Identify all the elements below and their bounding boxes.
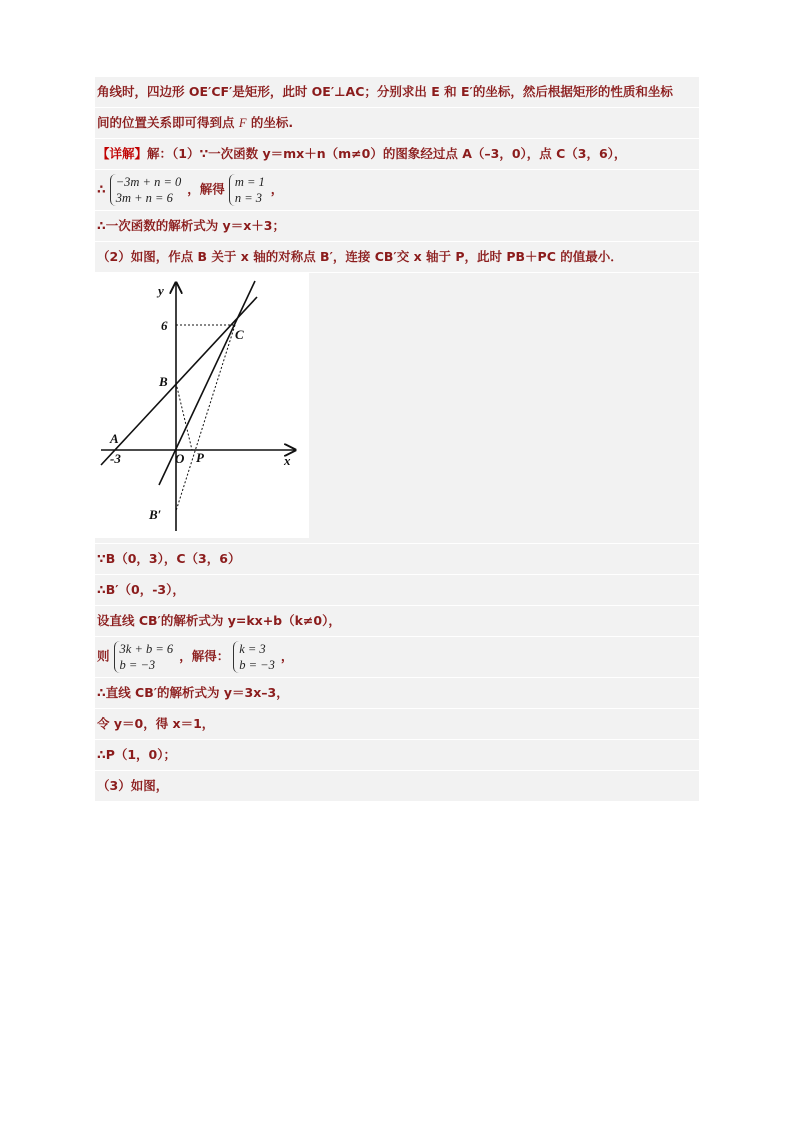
line-11-text: ∴直线 CB′的解析式为 y＝3x–3， — [97, 685, 289, 700]
text-line-9 — [95, 606, 699, 637]
line-ac — [101, 297, 257, 465]
solution-content — [95, 77, 699, 802]
line-14-text: （3）如图， — [97, 778, 169, 793]
equation-system-2 — [114, 641, 176, 673]
text-line-12 — [95, 709, 699, 740]
comma: ， — [270, 181, 284, 197]
solution-1b: n = 3 — [234, 191, 262, 205]
solution-system-2 — [233, 641, 277, 673]
detail-tag: 【详解】 — [97, 146, 148, 161]
line-1-text: 角线时，四边形 OE′CF′是矩形，此时 OE′⊥AC；分别求出 E 和 E′的坐标，然后根据矩形的性质和坐标 — [97, 84, 673, 99]
equation-1a: −3m + n = 0 — [115, 175, 182, 189]
label-six: 6 — [161, 318, 168, 333]
equation-1b: 3m + n = 6 — [115, 191, 173, 205]
then-text: 则 — [97, 648, 110, 664]
text-line-14 — [95, 771, 699, 802]
label-x: x — [284, 453, 291, 468]
line-12-text: 令 y＝0，得 x＝1， — [97, 716, 215, 731]
equation-system-1 — [110, 174, 184, 206]
solution-2a: k = 3 — [239, 642, 266, 656]
line-8-text: ∴B′（0，-3）， — [97, 582, 185, 597]
point-f-symbol: F — [238, 116, 247, 130]
text-line-3 — [95, 139, 699, 170]
text-line-6 — [95, 242, 699, 273]
dashed-b-to-p — [176, 383, 192, 450]
line-9-text: 设直线 CB′的解析式为 y=kx+b（k≠0）， — [97, 613, 341, 628]
solve-text-2: ，解得： — [179, 648, 230, 664]
text-line-4 — [95, 170, 699, 211]
line-6-text: （2）如图，作点 B 关于 x 轴的对称点 B′，连接 CB′交 x 轴于 P，此时 PB＋PC 的值最小． — [97, 249, 623, 264]
solution-1a: m = 1 — [234, 175, 265, 189]
equation-2a: 3k + b = 6 — [119, 642, 174, 656]
label-c: C — [235, 327, 244, 342]
figure-row — [95, 273, 699, 544]
comma-2: ， — [280, 648, 294, 664]
text-line-11 — [95, 678, 699, 709]
label-a: A — [110, 431, 119, 446]
text-line-5 — [95, 211, 699, 242]
label-p: P — [196, 450, 204, 465]
coordinate-graph — [95, 273, 309, 538]
line-cbprime — [159, 281, 255, 485]
label-bprime: B′ — [149, 507, 162, 522]
text-line-2 — [95, 108, 699, 139]
text-line-8 — [95, 575, 699, 606]
text-line-13 — [95, 740, 699, 771]
therefore-symbol: ∴ — [97, 181, 106, 197]
label-y: y — [158, 283, 164, 298]
text-line-10 — [95, 637, 699, 678]
label-o: O — [175, 451, 185, 466]
line-2-text-a: 间的位置关系即可得到点 — [97, 115, 239, 130]
label-b: B — [159, 374, 168, 389]
line-2-text-b: 的坐标. — [246, 115, 294, 130]
equation-2b: b = −3 — [119, 658, 156, 672]
line-3-text: 解：（1）∵一次函数 y＝mx＋n（m≠0）的图象经过点 A（–3，0），点 C（3，6）， — [147, 146, 627, 161]
solution-system-1 — [229, 174, 267, 206]
solution-2b: b = −3 — [239, 658, 275, 672]
text-line-7 — [95, 544, 699, 575]
line-5-text: ∴一次函数的解析式为 y＝x＋3； — [97, 218, 285, 233]
line-7-text: ∵B（0，3），C（3，6） — [97, 551, 241, 566]
label-neg3: -3 — [110, 451, 121, 466]
text-line-1 — [95, 77, 699, 108]
solve-text: ，解得 — [187, 181, 225, 197]
line-13-text: ∴P（1，0）； — [97, 747, 177, 762]
